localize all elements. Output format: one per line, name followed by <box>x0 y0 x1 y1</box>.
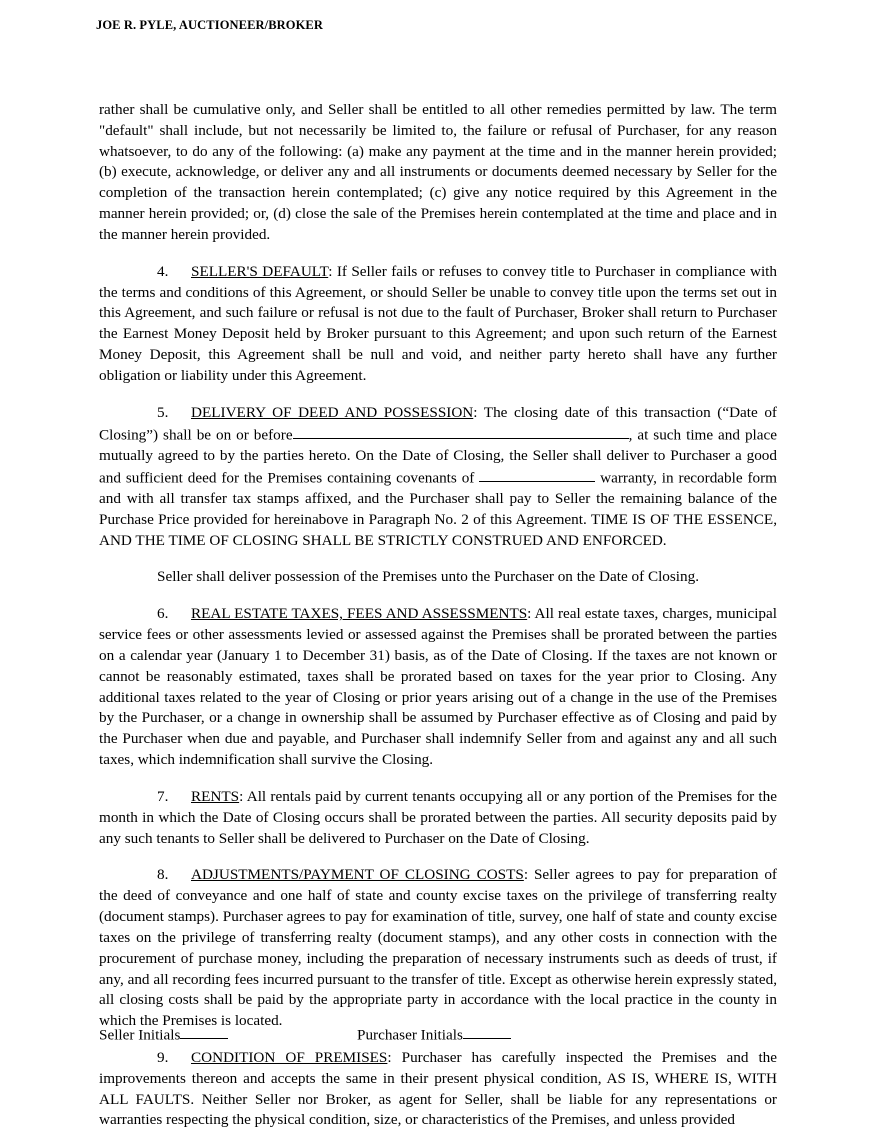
section-6-real-estate-taxes <box>99 604 777 771</box>
section-9-number: 9. <box>157 1049 169 1066</box>
section-8-number: 8. <box>157 866 169 884</box>
section-5-text-b: , at such time and place mutually agreed to by the parties hereto. On the Date of Closing, the Seller shall deliver to Purchaser a good and sufficient deed for the Premises containing covenants of <box>99 426 777 487</box>
section-5-delivery-of-deed <box>99 403 777 552</box>
purchaser-initials-field <box>357 1024 511 1044</box>
section-5-text-c: warranty, in recordable form and with all transfer tax stamps affixed, and the Purchaser shall pay to Seller the remaining balance of the Purchase Price provided for hereinabove in Paragraph No. 2 of this Agreement. TIME IS OF THE ESSENCE, AND THE TIME OF CLOSING SHALL BE STRICTLY CONSTRUED AND ENFORCED. <box>99 469 777 549</box>
closing-date-blank[interactable] <box>293 424 629 439</box>
covenants-warranty-blank[interactable] <box>479 467 595 482</box>
section-7-rents <box>99 787 777 849</box>
section-9-text: : Purchaser has carefully inspected the Premises and the improvements thereon and accepts the same in their present physical condition, AS IS, WHERE IS, WITH ALL FAULTS. Neither Seller nor Broker, as agent for Seller, shall be liable for any representations or warranties respecting the physical condition, size, or characteristics of the Premises, and unless provided <box>99 1049 777 1129</box>
section-9-condition-of-premises <box>99 1048 777 1131</box>
section-6-text: : All real estate taxes, charges, municipal service fees or other assessments levied or assessed against the Premises shall be prorated between the parties on a calendar year (January 1 to December 31) basis, as of the Date of Closing. If the taxes are not known or cannot be reasonably estimated, taxes shall be prorated based on taxes for the year prior to Closing. Any additional taxes related to the year of Closing or prior years arising out of a change in the use of the Premises by the Purchaser, or a change in ownership shall be assumed by Purchaser effective as of Closing and paid by the Purchaser when due and payable, and Purchaser shall indemnify Seller from and against any and all such taxes, which indemnification shall survive the Closing. <box>99 605 777 769</box>
section-4-number: 4. <box>157 262 169 280</box>
section-4-heading: SELLER'S DEFAULT <box>191 262 329 280</box>
section-4-sellers-default <box>99 262 777 387</box>
purchaser-initials-line[interactable] <box>463 1024 511 1039</box>
section-6-heading: REAL ESTATE TAXES, FEES AND ASSESSMENTS <box>191 605 528 623</box>
section-8-heading: ADJUSTMENTS/PAYMENT OF CLOSING COSTS <box>191 866 524 884</box>
section-6-number: 6. <box>157 605 169 623</box>
section-8-text: : Seller agrees to pay for preparation of the deed of conveyance and one half of state and county excise taxes on the privilege of transferring realty (document stamps). Purchaser agrees to pay for examination of title, survey, one half of state and county excise taxes on the privilege of transferring realty (document stamps), and any other costs in connection with the procurement of purchase money, including the preparation of necessary instruments such as deeds of trust, if any, and all recording fees incurred pursuant to the transfer of title. Except as otherwise herein expressly stated, all closing costs shall be paid by the appropriate party in accordance with the local practice in the county in which the Premises is located. <box>99 866 777 1030</box>
section-7-heading: RENTS <box>191 787 240 805</box>
possession-paragraph <box>99 567 777 588</box>
possession-text: Seller shall deliver possession of the Premises unto the Purchaser on the Date of Closing. <box>157 568 700 586</box>
section-4-text: : If Seller fails or refuses to convey title to Purchaser in compliance with the terms and conditions of this Agreement, or should Seller be unable to convey title upon the terms set out in this Agreement, and such failure or refusal is not due to the fault of Purchaser, Broker shall return to Purchaser the Earnest Money Deposit held by Broker pursuant to this Agreement; and upon such return of the Earnest Money Deposit, this Agreement shall be null and void, and neither party hereto shall have any further obligation or liability under this Agreement. <box>99 262 777 384</box>
section-7-number: 7. <box>157 787 169 805</box>
section-9-heading: CONDITION OF PREMISES <box>191 1049 388 1066</box>
page-header: JOE R. PYLE, AUCTIONEER/BROKER <box>96 18 323 32</box>
seller-initials-line[interactable] <box>180 1024 228 1039</box>
seller-initials-label: Seller Initials <box>99 1026 181 1044</box>
section-7-text: : All rentals paid by current tenants occupying all or any portion of the Premises for the month in which the Date of Closing occurs shall be prorated between the parties. All security deposits paid by any such tenants to Seller shall be delivered to Purchaser on the Date of Closing. <box>99 787 777 847</box>
section-5-text-a: : The closing date of this transaction (“Date of Closing”) shall be on or before <box>99 403 777 444</box>
paragraph-continuation: rather shall be cumulative only, and Seller shall be entitled to all other remedies permitted by law. The term "default" shall include, but not necessarily be limited to, the failure or refusal of Purchaser, for any reason whatsoever, to do any of the following: (a) make any payment at the time and in the manner herein provided; (b) execute, acknowledge, or deliver any and all instruments or documents deemed necessary by Seller for the completion of the transaction herein contemplated; (c) give any notice required by this Agreement in the manner herein provided; or, (d) close the sale of the Premises herein contemplated at the time and place and in the manner herein provided. <box>99 101 777 243</box>
section-8-adjustments-closing-costs <box>99 865 777 1032</box>
purchaser-initials-label: Purchaser Initials <box>357 1026 463 1044</box>
document-body <box>99 100 777 1147</box>
section-5-number: 5. <box>157 403 169 421</box>
seller-initials-field <box>99 1024 228 1044</box>
section-5-heading: DELIVERY OF DEED AND POSSESSION <box>191 403 474 421</box>
